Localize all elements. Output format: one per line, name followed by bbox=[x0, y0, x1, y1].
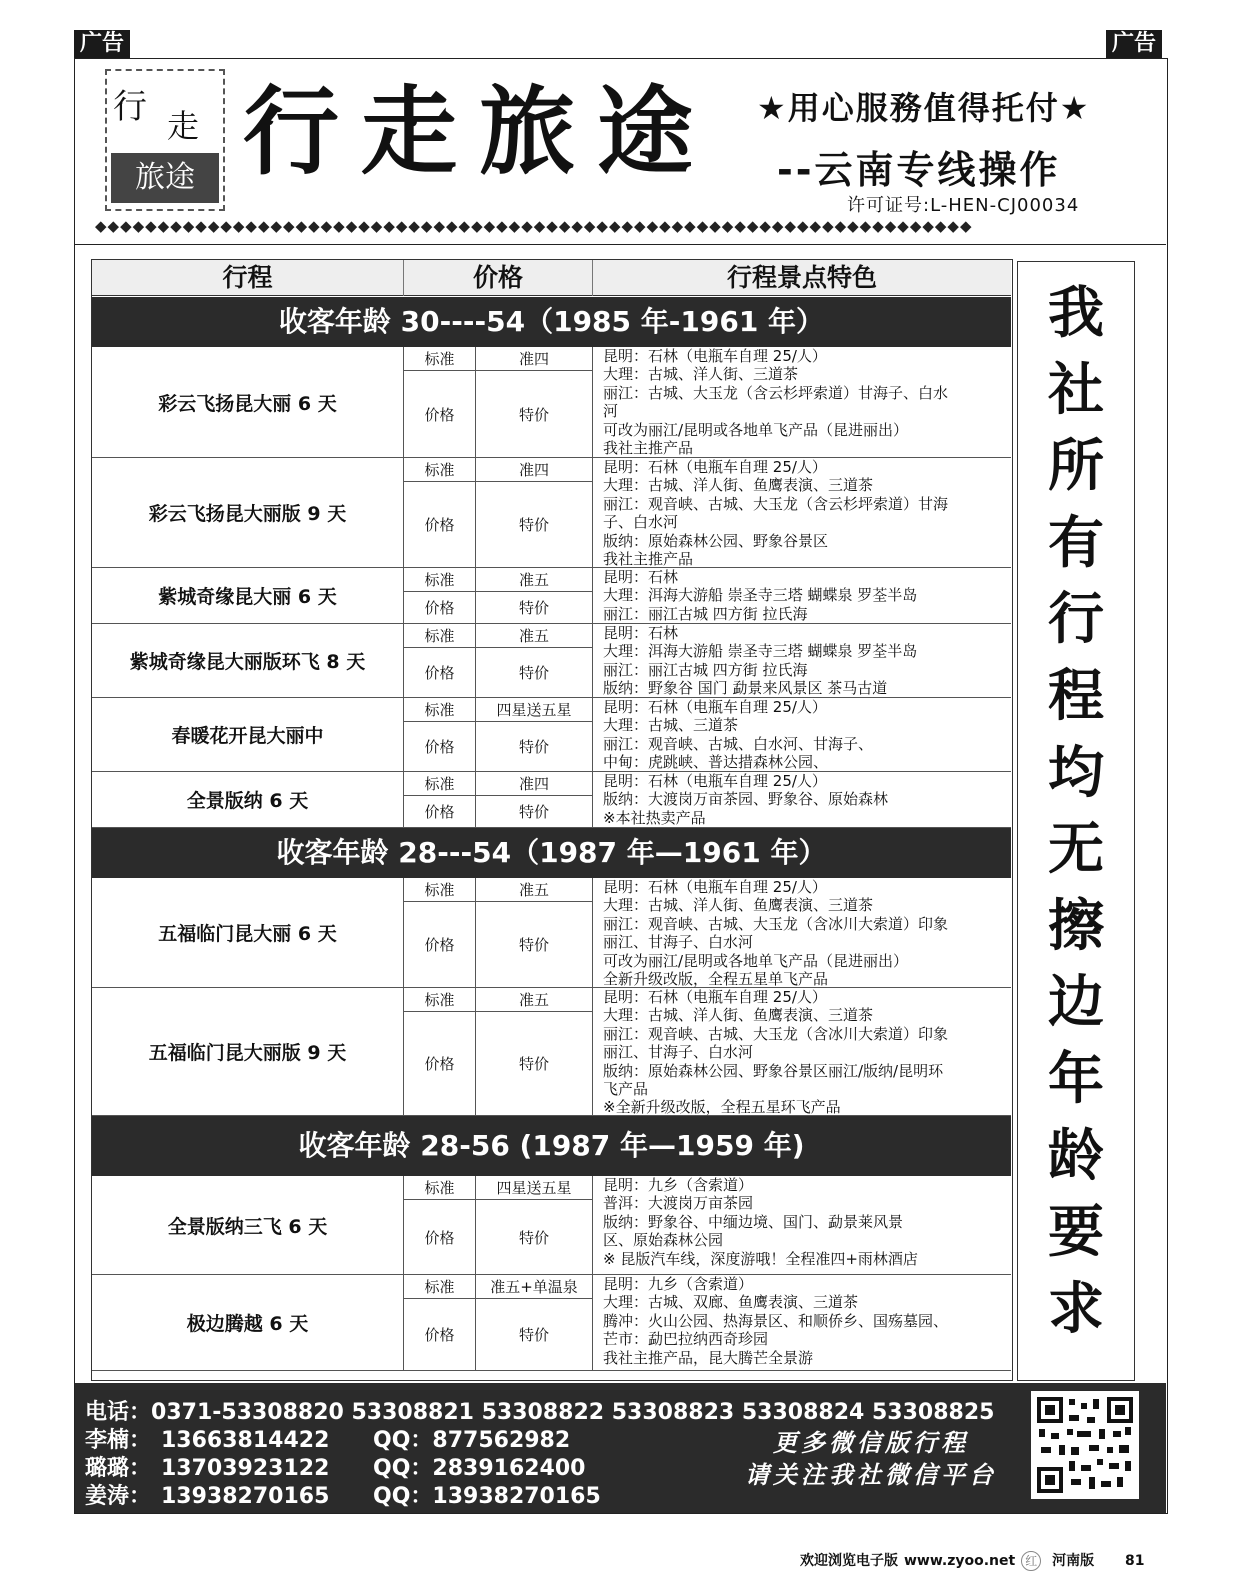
page-number: 81 bbox=[1124, 1553, 1145, 1569]
side-note-char: 年 bbox=[1048, 1046, 1104, 1112]
table-row bbox=[92, 568, 1011, 624]
feature-line: 大理：古城、三道茶 bbox=[603, 716, 739, 735]
table-row bbox=[92, 878, 1011, 988]
standard-value: 四星送五星 bbox=[476, 1176, 593, 1200]
itinerary-table bbox=[91, 259, 1013, 1381]
route-name: 紫城奇缘昆大丽 6 天 bbox=[92, 568, 404, 623]
feature-line: 昆明：石林 bbox=[603, 568, 679, 586]
route-features bbox=[593, 1176, 1011, 1268]
hong-logo-icon: 红 bbox=[1021, 1551, 1041, 1571]
price-label: 价格 bbox=[404, 482, 476, 567]
standard-label: 标准 bbox=[404, 772, 476, 796]
qq-label: QQ： bbox=[373, 1484, 433, 1509]
route-name: 全景版纳 6 天 bbox=[92, 772, 404, 827]
table-row bbox=[92, 988, 1011, 1116]
side-note-text bbox=[1018, 276, 1134, 1348]
contact-name: 姜涛： bbox=[85, 1484, 152, 1509]
price-value: 特价 bbox=[476, 722, 593, 771]
phone-label: 电话： bbox=[85, 1400, 152, 1425]
feature-line: 我社主推产品 bbox=[603, 439, 694, 458]
ad-tag-left: 广告 bbox=[74, 30, 130, 58]
price-value: 特价 bbox=[476, 648, 593, 697]
feature-line: 大理：古城、洋人街、三道茶 bbox=[603, 365, 799, 384]
side-note-char: 擦 bbox=[1048, 893, 1104, 959]
table-row bbox=[92, 772, 1011, 828]
route-features bbox=[593, 698, 1011, 772]
route-name: 五福临门昆大丽版 9 天 bbox=[92, 988, 404, 1115]
qr-code-icon bbox=[1031, 1391, 1139, 1499]
route-name: 五福临门昆大丽 6 天 bbox=[92, 878, 404, 987]
feature-line: ※ 昆版汽车线，深度游哦！全程准四+雨林酒店 bbox=[603, 1249, 918, 1268]
logo bbox=[105, 69, 225, 211]
price-label: 价格 bbox=[404, 902, 476, 987]
phone-numbers: 0371-53308820 53308821 53308822 53308823 53308824 53308825 bbox=[151, 1400, 995, 1425]
side-note-char: 行 bbox=[1048, 587, 1104, 653]
contact-name: 璐璐： bbox=[85, 1456, 152, 1481]
route-name: 彩云飞扬昆大丽 6 天 bbox=[92, 347, 404, 457]
route-features bbox=[593, 624, 1011, 698]
standard-label: 标准 bbox=[404, 988, 476, 1012]
feature-line: 大理：洱海大游船 崇圣寺三塔 蝴蝶泉 罗荃半岛 bbox=[603, 586, 918, 605]
table-row bbox=[92, 1176, 1011, 1275]
qq-label: QQ： bbox=[373, 1456, 433, 1481]
section-age-band: 收客年龄 30----54（1985 年-1961 年） bbox=[92, 297, 1011, 347]
contact-mobile: 13938270165 bbox=[161, 1484, 330, 1509]
route-name: 全景版纳三飞 6 天 bbox=[92, 1176, 404, 1274]
feature-line: ※全新升级改版，全程五星环飞产品 bbox=[603, 1098, 841, 1117]
standard-label: 标准 bbox=[404, 568, 476, 592]
logo-char-bottom: 旅途 bbox=[111, 153, 219, 203]
price-label: 价格 bbox=[404, 371, 476, 457]
column-header-features: 行程景点特色 bbox=[726, 263, 877, 292]
feature-line: 河 bbox=[603, 402, 619, 421]
price-value: 特价 bbox=[476, 482, 593, 567]
standard-value: 准四 bbox=[476, 772, 593, 796]
ad-frame bbox=[74, 58, 1168, 1514]
standard-label: 标准 bbox=[404, 1176, 476, 1200]
side-note bbox=[1017, 261, 1135, 1381]
table-row bbox=[92, 1275, 1011, 1371]
price-label: 价格 bbox=[404, 1012, 476, 1115]
standard-value: 准五 bbox=[476, 568, 593, 592]
wechat-line-1: 更多微信版行程 bbox=[773, 1428, 969, 1457]
feature-line: 丽江、甘海子、白水河 bbox=[603, 1043, 754, 1062]
feature-line: 大理：洱海大游船 崇圣寺三塔 蝴蝶泉 罗荃半岛 bbox=[603, 642, 918, 661]
table-row bbox=[92, 698, 1011, 772]
feature-line: 我社主推产品 bbox=[603, 550, 694, 569]
feature-line: 昆明：石林 bbox=[603, 624, 679, 642]
route-features bbox=[593, 988, 1011, 1117]
contact-mobile: 13703923122 bbox=[161, 1456, 330, 1481]
price-value: 特价 bbox=[476, 1299, 593, 1370]
standard-label: 标准 bbox=[404, 1275, 476, 1299]
feature-line: 昆明：九乡（含索道） bbox=[603, 1275, 754, 1293]
ad-tag-right: 广告 bbox=[1106, 30, 1162, 58]
brand-name: 行走旅途 bbox=[243, 75, 715, 188]
standard-label: 标准 bbox=[404, 878, 476, 902]
slogan: ★用心服務值得托付★ bbox=[757, 89, 1091, 127]
price-label: 价格 bbox=[404, 796, 476, 827]
qq-label: QQ： bbox=[373, 1428, 433, 1453]
route-features bbox=[593, 458, 1011, 568]
feature-line: 版纳：野象谷 国门 勐景来风景区 茶马古道 bbox=[603, 679, 888, 698]
contact-mobile: 13663814422 bbox=[161, 1428, 330, 1453]
side-note-char: 要 bbox=[1048, 1200, 1104, 1266]
feature-line: 大理：古城、双廊、鱼鹰表演、三道茶 bbox=[603, 1293, 859, 1312]
route-features bbox=[593, 878, 1011, 988]
edition-label: 河南版 bbox=[1052, 1553, 1095, 1569]
feature-line: 版纳：野象谷、中缅边境、国门、勐景莱风景 bbox=[603, 1212, 904, 1231]
feature-line: 丽江：观音峡、古城、大玉龙（含云杉坪索道）甘海 bbox=[603, 494, 949, 513]
contact-row bbox=[85, 1423, 570, 1454]
logo-char-top: 行 bbox=[113, 87, 147, 127]
standard-label: 标准 bbox=[404, 624, 476, 648]
license-number: 许可证号:L-HEN-CJ00034 bbox=[847, 195, 1080, 216]
feature-line: 区、原始森林公园 bbox=[603, 1231, 724, 1250]
column-header-route: 行程 bbox=[92, 260, 404, 296]
route-name: 春暖花开昆大丽中 bbox=[92, 698, 404, 771]
side-note-char: 所 bbox=[1048, 434, 1104, 500]
side-note-char: 均 bbox=[1048, 740, 1104, 806]
feature-line: 大理：古城、洋人街、鱼鹰表演、三道茶 bbox=[603, 896, 874, 915]
contact-name: 李楠： bbox=[85, 1428, 152, 1453]
table-row bbox=[92, 458, 1011, 568]
footer bbox=[75, 1383, 1166, 1513]
standard-value: 四星送五星 bbox=[476, 698, 593, 722]
price-label: 价格 bbox=[404, 722, 476, 771]
price-value: 特价 bbox=[476, 1200, 593, 1274]
feature-line: 中甸：虎跳峡、普达措森林公园、 bbox=[603, 753, 829, 772]
feature-line: 飞产品 bbox=[603, 1080, 649, 1099]
price-value: 特价 bbox=[476, 902, 593, 987]
side-note-char: 有 bbox=[1048, 510, 1104, 576]
price-value: 特价 bbox=[476, 371, 593, 457]
table-row bbox=[92, 624, 1011, 698]
feature-line: 全新升级改版，全程五星单飞产品 bbox=[603, 970, 829, 989]
feature-line: 普洱：大渡岗万亩茶园 bbox=[603, 1194, 754, 1213]
route-features bbox=[593, 347, 1011, 457]
route-features bbox=[593, 1275, 1011, 1367]
side-note-char: 边 bbox=[1048, 970, 1104, 1036]
standard-label: 标准 bbox=[404, 458, 476, 482]
diamond-divider: ◆◆◆◆◆◆◆◆◆◆◆◆◆◆◆◆◆◆◆◆◆◆◆◆◆◆◆◆◆◆◆◆◆◆◆◆◆◆◆◆◆◆◆◆◆◆◆◆◆◆◆◆◆◆◆◆◆◆◆◆◆◆◆◆◆◆◆◆◆◆ bbox=[95, 217, 973, 233]
page-footer bbox=[800, 1550, 1150, 1571]
feature-line: 大理：古城、洋人街、鱼鹰表演、三道茶 bbox=[603, 1006, 874, 1025]
feature-line: 丽江：古城、大玉龙（含云杉坪索道）甘海子、白水 bbox=[603, 383, 949, 402]
header bbox=[75, 59, 1166, 245]
feature-line: ※本社热卖产品 bbox=[603, 808, 706, 827]
feature-line: 昆明：石林（电瓶车自理 25/人） bbox=[603, 988, 827, 1006]
table-header bbox=[92, 260, 1011, 296]
feature-line: 丽江：观音峡、古城、大玉龙（含冰川大索道）印象 bbox=[603, 914, 949, 933]
feature-line: 丽江：观音峡、古城、白水河、甘海子、 bbox=[603, 734, 874, 753]
table-row bbox=[92, 347, 1011, 458]
contact-row bbox=[85, 1479, 601, 1510]
price-label: 价格 bbox=[404, 592, 476, 623]
feature-line: 版纳：原始森林公园、野象谷景区 bbox=[603, 531, 829, 550]
route-name: 紫城奇缘昆大丽版环飞 8 天 bbox=[92, 624, 404, 697]
welcome-text: 欢迎浏览电子版 bbox=[800, 1553, 898, 1569]
contact-qq: 2839162400 bbox=[432, 1456, 586, 1481]
feature-line: 我社主推产品，昆大腾芒全景游 bbox=[603, 1348, 814, 1367]
wechat-promo bbox=[745, 1427, 997, 1491]
feature-line: 丽江、甘海子、白水河 bbox=[603, 933, 754, 952]
contact-row bbox=[85, 1451, 585, 1482]
side-note-char: 程 bbox=[1048, 663, 1104, 729]
standard-label: 标准 bbox=[404, 347, 476, 371]
standard-value: 准五 bbox=[476, 878, 593, 902]
standard-value: 准四 bbox=[476, 458, 593, 482]
route-name: 彩云飞扬昆大丽版 9 天 bbox=[92, 458, 404, 567]
feature-line: 昆明：石林（电瓶车自理 25/人） bbox=[603, 772, 827, 790]
column-header-price: 价格 bbox=[404, 260, 593, 296]
price-label: 价格 bbox=[404, 1200, 476, 1274]
feature-line: 子、白水河 bbox=[603, 513, 679, 532]
price-label: 价格 bbox=[404, 1299, 476, 1370]
feature-line: 昆明：石林（电瓶车自理 25/人） bbox=[603, 698, 827, 716]
feature-line: 丽江：丽江古城 四方街 拉氏海 bbox=[603, 660, 808, 679]
feature-line: 大理：古城、洋人街、鱼鹰表演、三道茶 bbox=[603, 476, 874, 495]
feature-line: 丽江：丽江古城 四方街 拉氏海 bbox=[603, 604, 808, 623]
standard-label: 标准 bbox=[404, 698, 476, 722]
price-value: 特价 bbox=[476, 1012, 593, 1115]
route-features bbox=[593, 772, 1011, 827]
route-features bbox=[593, 568, 1011, 623]
feature-line: 丽江：观音峡、古城、大玉龙（含冰川大索道）印象 bbox=[603, 1024, 949, 1043]
feature-line: 腾冲：火山公园、热海景区、和顺侨乡、国殇墓园、 bbox=[603, 1311, 949, 1330]
site-url[interactable]: www.zyoo.net bbox=[904, 1553, 1016, 1569]
section-age-band: 收客年龄 28---54（1987 年—1961 年） bbox=[92, 828, 1011, 878]
feature-line: 芒市：勐巴拉纳西奇珍园 bbox=[603, 1330, 769, 1349]
contact-qq: 877562982 bbox=[432, 1428, 571, 1453]
subtitle: --云南专线操作 bbox=[777, 148, 1061, 192]
side-note-char: 求 bbox=[1048, 1276, 1104, 1342]
feature-line: 可改为丽江/昆明或各地单飞产品（昆进丽出） bbox=[603, 951, 909, 970]
feature-line: 可改为丽江/昆明或各地单飞产品（昆进丽出） bbox=[603, 420, 909, 439]
side-note-char: 无 bbox=[1048, 817, 1104, 883]
side-note-char: 龄 bbox=[1048, 1123, 1104, 1189]
logo-char-mid: 走 bbox=[167, 107, 200, 145]
side-note-char: 社 bbox=[1048, 357, 1104, 423]
side-note-char: 我 bbox=[1048, 281, 1104, 346]
price-label: 价格 bbox=[404, 648, 476, 697]
standard-value: 准四 bbox=[476, 347, 593, 371]
route-name: 极边腾越 6 天 bbox=[92, 1275, 404, 1370]
standard-value: 准五+单温泉 bbox=[476, 1275, 593, 1299]
price-value: 特价 bbox=[476, 592, 593, 623]
feature-line: 昆明：石林（电瓶车自理 25/人） bbox=[603, 878, 827, 896]
feature-line: 版纳：原始森林公园、野象谷景区丽江/版纳/昆明环 bbox=[603, 1061, 944, 1080]
phone-line bbox=[85, 1395, 994, 1426]
feature-line: 昆明：九乡（含索道） bbox=[603, 1176, 754, 1194]
price-value: 特价 bbox=[476, 796, 593, 827]
contact-qq: 13938270165 bbox=[432, 1484, 601, 1509]
wechat-line-2: 请关注我社微信平台 bbox=[745, 1460, 997, 1489]
feature-line: 昆明：石林（电瓶车自理 25/人） bbox=[603, 458, 827, 476]
section-age-band: 收客年龄 28-56 (1987 年—1959 年) bbox=[92, 1116, 1011, 1176]
standard-value: 准五 bbox=[476, 624, 593, 648]
standard-value: 准五 bbox=[476, 988, 593, 1012]
feature-line: 版纳：大渡岗万亩茶园、野象谷、原始森林 bbox=[603, 790, 889, 809]
feature-line: 昆明：石林（电瓶车自理 25/人） bbox=[603, 347, 827, 365]
